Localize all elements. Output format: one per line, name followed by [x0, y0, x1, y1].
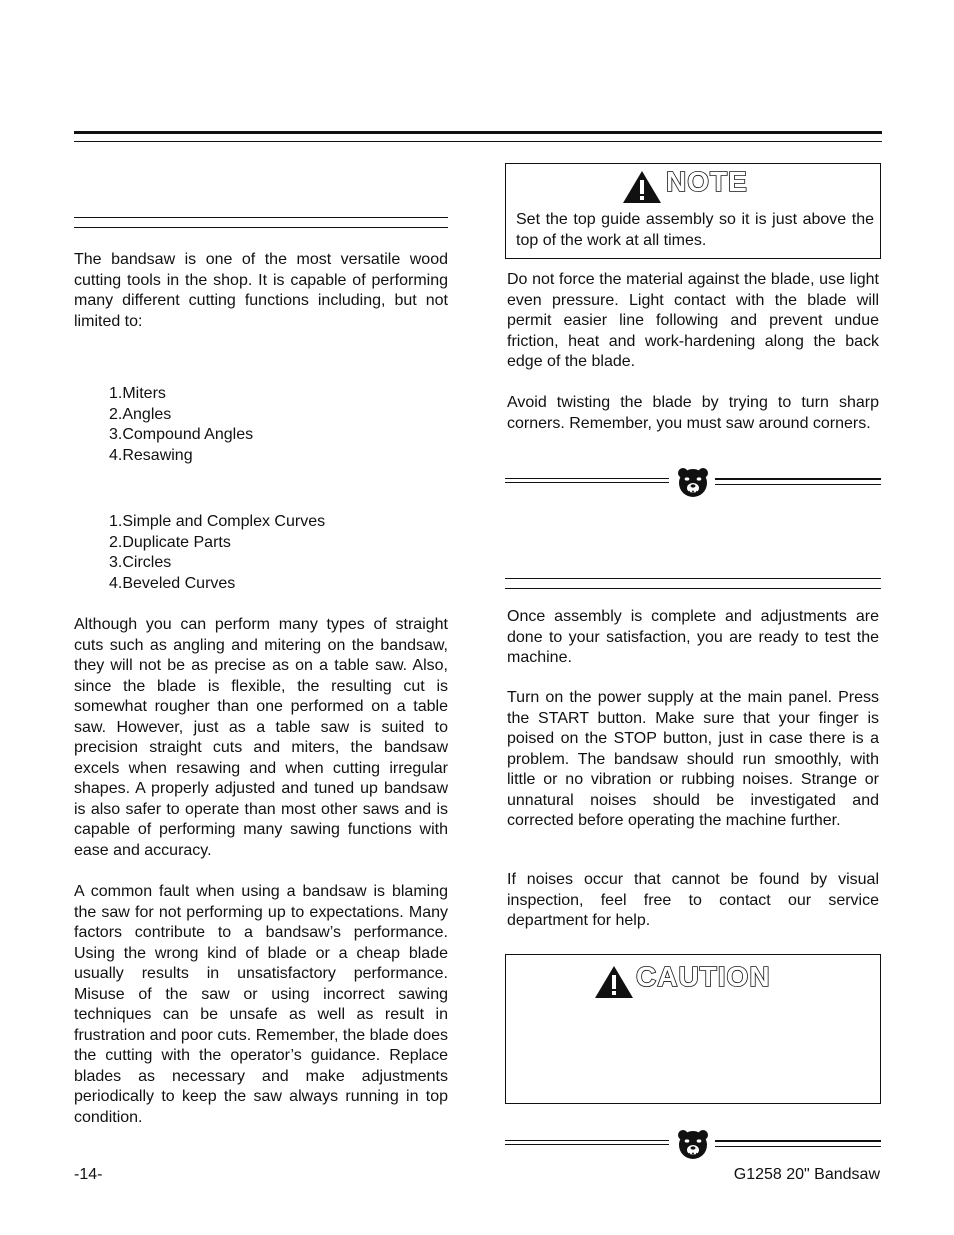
caution-title: CAUTION	[636, 961, 771, 992]
list-curved-cuts	[109, 512, 325, 594]
right-section-rule-2	[505, 588, 881, 589]
bear-head-logo-icon	[675, 1128, 711, 1164]
note-box	[505, 163, 881, 259]
warning-triangle-icon	[622, 170, 662, 204]
left-section-rule-2	[74, 227, 448, 228]
list-item: 4.Resawing	[109, 446, 193, 464]
caution-box	[505, 954, 881, 1104]
page-number: -14-	[74, 1166, 103, 1183]
noises-paragraph: If noises occur that cannot be found by visual inspection, feel free to contact our service department for help.	[507, 871, 879, 929]
force-paragraph: Do not force the material against the blade, use light even pressure. Light contact with the blade will permit easier line following and prevent undue friction, heat and work-hardening along the back edge of the blade.	[507, 271, 879, 370]
power-paragraph: Turn on the power supply at the main panel. Press the START button. Make sure that your finger is poised on the STOP button, just in case there is a problem. The bandsaw should run smoothly, with little or no vibration or rubbing noises. Strange or unnatural noises should be investigated and corrected before operating the machine further.	[507, 689, 879, 829]
list-item: 2.Angles	[109, 405, 172, 423]
list-item: 3.Compound Angles	[109, 426, 254, 443]
list-item: 2.Duplicate Parts	[109, 533, 231, 551]
right-section-rule	[505, 578, 881, 579]
left-section-rule	[74, 217, 448, 218]
warning-triangle-icon	[594, 965, 634, 999]
list-item: 1.Simple and Complex Curves	[109, 513, 326, 530]
list-straight-cuts	[109, 384, 253, 466]
bear-head-logo-icon	[675, 466, 711, 502]
list-item: 4.Beveled Curves	[109, 574, 236, 592]
note-title: NOTE	[666, 166, 748, 197]
header-rule-thick	[74, 131, 882, 134]
bottom-divider	[505, 1134, 881, 1164]
straight-cuts-paragraph: Although you can perform many types of straight cuts such as angling and mitering on the bandsaw, they will not be as precise as on a table saw. Also, since the blade is flexible, the resulting cut is somewhat rougher than one performed on a table saw. However, just as a table saw is suited to precision straight cuts and miters, the bandsaw excels when resawing and when cutting irregular shapes. A properly adjusted and tuned up bandsaw is also safer to operate than most other saws and is capable of performing many sawing functions with ease and accuracy.	[74, 616, 448, 859]
list-item: 1.Miters	[109, 385, 166, 402]
product-name: G1258 20" Bandsaw	[733, 1166, 880, 1183]
header-rule-thin	[74, 141, 882, 142]
assembly-paragraph: Once assembly is complete and adjustments are done to your satisfaction, you are ready to test the machine.	[507, 608, 879, 666]
intro-paragraph: The bandsaw is one of the most versatile wood cutting tools in the shop. It is capable of performing many different cutting functions including, but not limited to:	[74, 251, 448, 330]
list-item: 3.Circles	[109, 554, 172, 571]
twist-paragraph: Avoid twisting the blade by trying to turn sharp corners. Remember, you must saw around corners.	[507, 394, 879, 432]
common-fault-paragraph: A common fault when using a bandsaw is blaming the saw for not performing up to expectations. Many factors contribute to a bandsaw’s performance. Using the wrong kind of blade or a cheap blade usually results in unsatisfactory performance. Misuse of the saw or using incorrect sawing techniques can be unsafe as well as result in frustration and poor cuts. Remember, the blade does the cutting with the operator’s guidance. Replace blades as necessary and make adjustments periodically to keep the saw always running in top condition.	[74, 883, 448, 1126]
note-text: Set the top guide assembly so it is just above the top of the work at all times.	[516, 211, 874, 249]
section-divider	[505, 472, 881, 502]
